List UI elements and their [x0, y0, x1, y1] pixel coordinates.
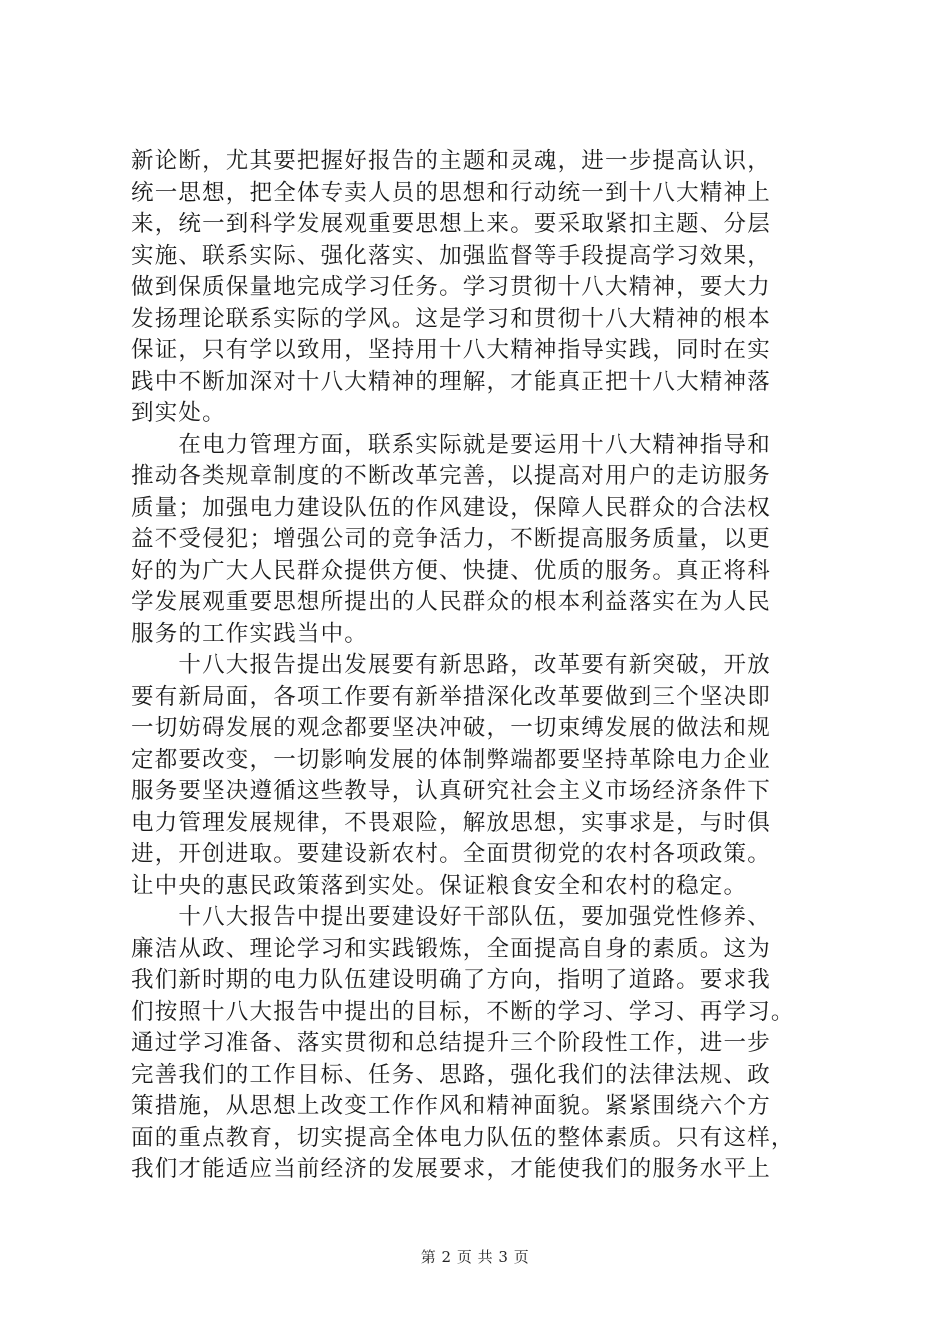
text-line: 益不受侵犯；增强公司的竞争活力，不断提高服务质量，以更	[131, 526, 771, 552]
text-line: 进，开创进取。要建设新农村。全面贯彻党的农村各项政策。	[131, 841, 771, 867]
text-line: 我们新时期的电力队伍建设明确了方向，指明了道路。要求我	[131, 967, 771, 993]
text-line: 质量；加强电力建设队伍的作风建设，保障人民群众的合法权	[131, 494, 771, 521]
text-line: 十八大报告中提出要建设好干部队伍，要加强党性修养、	[131, 904, 771, 930]
text-line: 推动各类规章制度的不断改革完善，以提高对用户的走访服务	[131, 463, 771, 489]
text-line: 到实处。	[131, 400, 226, 426]
text-line: 电力管理发展规律，不畏艰险，解放思想，实事求是，与时俱	[131, 809, 771, 836]
text-line: 来，统一到科学发展观重要思想上来。要采取紧扣主题、分层	[131, 211, 771, 237]
text-line: 做到保质保量地完成学习任务。学习贯彻十八大精神，要大力	[131, 274, 771, 300]
text-line: 策措施，从思想上改变工作作风和精神面貌。紧紧围绕六个方	[131, 1093, 771, 1119]
text-line: 完善我们的工作目标、任务、思路，强化我们的法律法规、政	[131, 1061, 771, 1088]
text-line: 服务要坚决遵循这些教导，认真研究社会主义市场经济条件下	[131, 778, 771, 804]
text-line: 发扬理论联系实际的学风。这是学习和贯彻十八大精神的根本	[131, 305, 771, 332]
text-line: 们按照十八大报告中提出的目标，不断的学习、学习、再学习。	[131, 998, 795, 1025]
text-line: 定都要改变，一切影响发展的体制弊端都要坚持革除电力企业	[131, 746, 771, 773]
body-text	[131, 146, 831, 1186]
text-line: 要有新局面，各项工作要有新举措深化改革要做到三个坚决即	[131, 683, 771, 710]
text-line: 面的重点教育，切实提高全体电力队伍的整体素质。只有这样，	[131, 1124, 795, 1151]
text-line: 服务的工作实践当中。	[131, 620, 369, 647]
text-line: 学发展观重要思想所提出的人民群众的根本利益落实在为人民	[131, 589, 771, 615]
text-line: 让中央的惠民政策落到实处。保证粮食安全和农村的稳定。	[131, 872, 748, 899]
text-line: 新论断，尤其要把握好报告的主题和灵魂，进一步提高认识，	[131, 148, 771, 174]
text-line: 践中不断加深对十八大精神的理解，才能真正把十八大精神落	[131, 368, 771, 395]
text-line: 一切妨碍发展的观念都要坚决冲破，一切束缚发展的做法和规	[131, 715, 771, 741]
text-line: 保证，只有学以致用，坚持用十八大精神指导实践，同时在实	[131, 337, 771, 363]
text-line: 我们才能适应当前经济的发展要求，才能使我们的服务水平上	[131, 1156, 771, 1182]
text-line: 实施、联系实际、强化落实、加强监督等手段提高学习效果，	[131, 242, 771, 269]
page-footer: 第 2 页 共 3 页	[420, 1248, 530, 1266]
text-line: 廉洁从政、理论学习和实践锻炼，全面提高自身的素质。这为	[131, 935, 771, 962]
text-line: 十八大报告提出发展要有新思路，改革要有新突破，开放	[131, 652, 771, 678]
text-line: 统一思想，把全体专卖人员的思想和行动统一到十八大精神上	[131, 179, 771, 206]
text-line: 在电力管理方面，联系实际就是要运用十八大精神指导和	[131, 431, 771, 458]
text-line: 通过学习准备、落实贯彻和总结提升三个阶段性工作，进一步	[131, 1030, 771, 1056]
text-line: 好的为广大人民群众提供方便、快捷、优质的服务。真正将科	[131, 557, 771, 584]
